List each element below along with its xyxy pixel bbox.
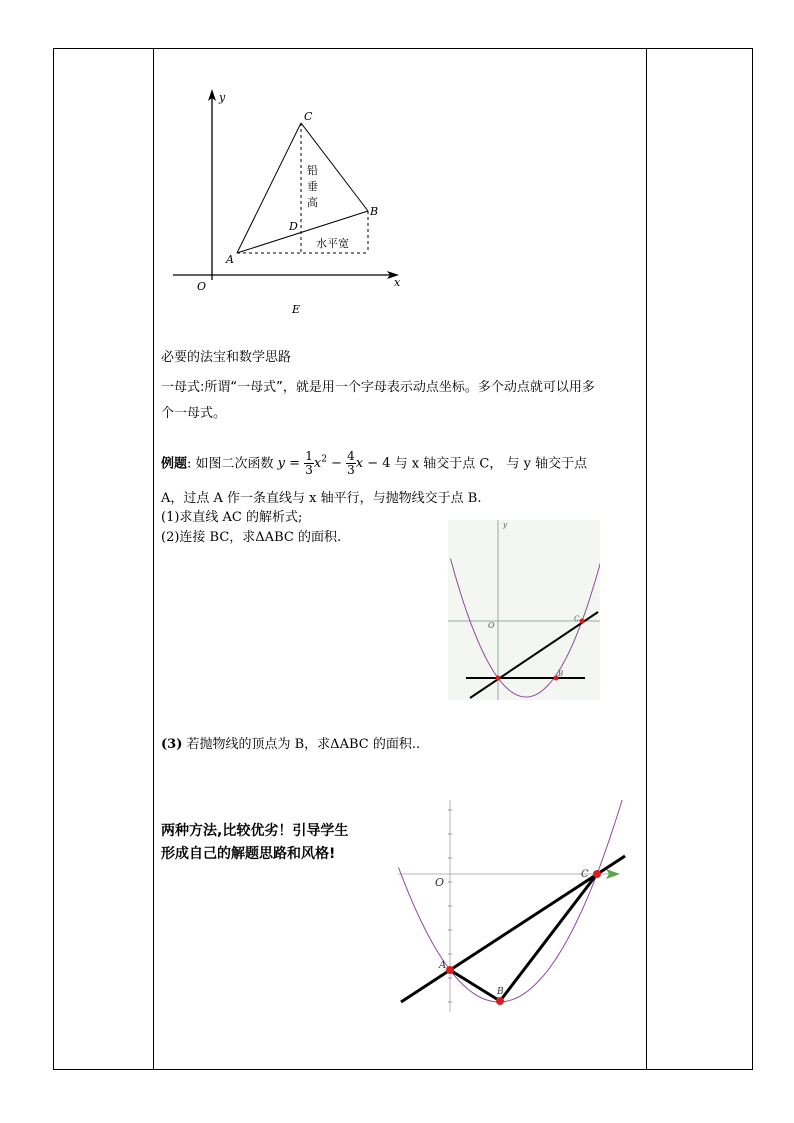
point-a — [446, 966, 454, 974]
label-x: x — [394, 276, 401, 289]
section-heading: 必要的法宝和数学思路 — [161, 350, 292, 365]
point-b — [496, 997, 504, 1005]
label-d: D — [289, 220, 298, 233]
label-o: O — [488, 621, 495, 630]
side-ac — [237, 123, 301, 253]
point-a — [496, 676, 501, 681]
label-vertical-height-2: 垂 — [307, 180, 318, 193]
label-c: C — [574, 615, 580, 623]
graph-background — [448, 520, 600, 700]
teaching-tip: 两种方法,比较优劣！引导学生 形成自己的解题思路和风格! — [161, 823, 349, 862]
label-horizontal-width: 水平宽 — [316, 237, 349, 250]
point-c — [580, 619, 585, 624]
label-b: B — [497, 987, 504, 997]
fraction-one-third: $\frac{1}{3}$ — [305, 449, 313, 478]
label-b: B — [558, 670, 564, 678]
label-b: B — [370, 205, 379, 218]
label-e: E — [292, 303, 301, 316]
table-column-divider-right — [646, 48, 647, 1070]
label-y: y — [503, 521, 507, 529]
label-vertical-height-3: 高 — [307, 196, 318, 209]
example-statement-line1: 例题: 如图二次函数 y = $\frac{1}{3}$ $x^2$ − $\frac{4}{3}$ x − 4 与 x 轴交于点 C， 与 y 轴交于点 — [161, 449, 588, 478]
parabola-figure-2 — [398, 800, 646, 1012]
question-2: (2)连接 BC，求ΔABC 的面积. — [161, 530, 342, 545]
label-a: A — [226, 253, 234, 266]
one-letter-formula-paragraph: 一母式:所谓“一母式”，就是用一个字母表示动点坐标。多个动点就可以用多 个一母式。 — [161, 380, 595, 421]
label-c: C — [304, 110, 313, 123]
label-o: O — [435, 876, 445, 889]
label-c: C — [581, 869, 589, 880]
example-label: 例题 — [161, 456, 188, 472]
fraction-four-thirds: $\frac{4}{3}$ — [347, 449, 355, 478]
equation: y = $\frac{1}{3}$ $x^2$ − $\frac{4}{3}$ x − 4 — [277, 449, 391, 478]
triangle-height-width-figure — [165, 85, 410, 320]
label-a: A — [439, 960, 447, 971]
label-o: O — [197, 280, 207, 293]
label-vertical-height-1: 铅 — [307, 164, 318, 177]
question-3: (3) 若抛物线的顶点为 B，求ΔABC 的面积.. — [161, 737, 421, 752]
example-statement-line2: A，过点 A 作一条直线与 x 轴平行，与抛物线交于点 B. — [161, 491, 482, 506]
parabola-figure-1 — [448, 520, 600, 700]
question-1: (1)求直线 AC 的解析式; — [161, 510, 303, 525]
point-c — [593, 870, 601, 878]
label-y: y — [219, 91, 226, 104]
table-column-divider-left — [153, 48, 154, 1070]
